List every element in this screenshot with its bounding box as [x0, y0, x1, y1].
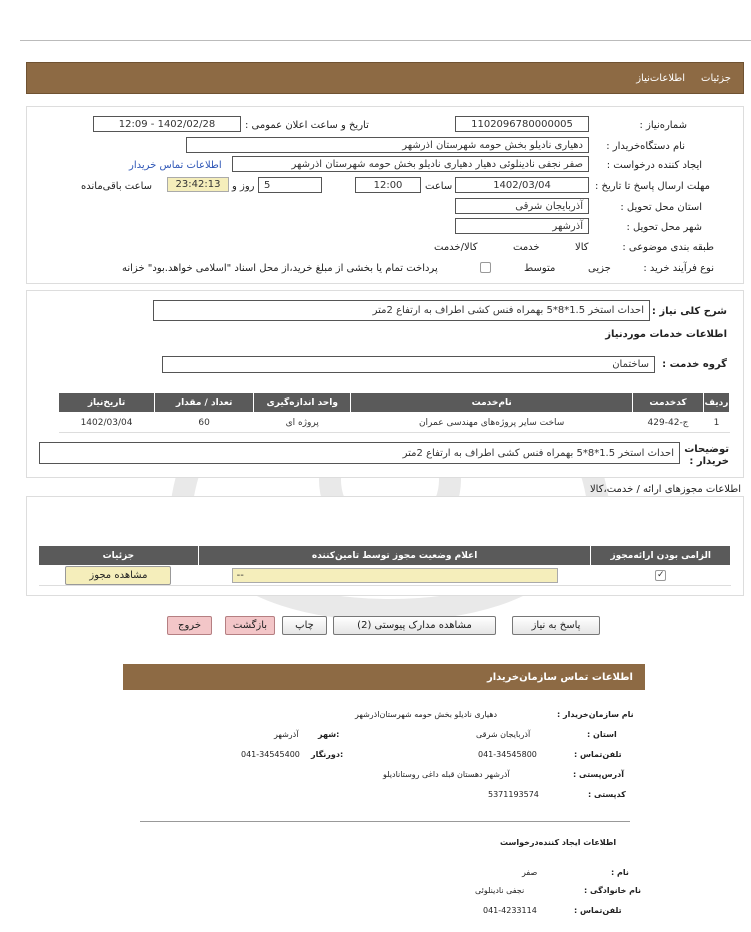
- contact-city: آذرشهر: [274, 730, 299, 739]
- province-label: استان محل تحویل :: [620, 202, 702, 213]
- deadline-label: مهلت ارسال پاسخ تا تاریخ :: [594, 181, 710, 192]
- need-info-panel: [26, 106, 744, 284]
- remaining-time: 23:42:13: [167, 177, 229, 192]
- view-permit-button[interactable]: مشاهده مجوز: [65, 566, 171, 585]
- announce-field: 1402/02/28 - 12:09: [93, 116, 241, 132]
- summary-label: شرح کلی نیاز :: [651, 306, 727, 317]
- exit-button[interactable]: خروج: [167, 616, 212, 635]
- contact-province-label: استان :: [587, 730, 617, 739]
- col-name: نام‌خدمت: [351, 393, 633, 413]
- city-field: آذرشهر: [455, 218, 589, 234]
- need-number-field: 1102096780000005: [455, 116, 589, 132]
- row-name: ساخت سایر پروژه‌های مهندسی عمران: [351, 413, 633, 433]
- creator-phone-label: تلفن‌تماس :: [574, 906, 622, 915]
- contact-org-label: نام سازمان‌خریدار :: [557, 710, 634, 719]
- contact-postal: 5371193574: [488, 790, 539, 799]
- contact-address-label: آدرس‌پستی :: [573, 770, 624, 779]
- process-label: نوع فرآیند خرید :: [643, 263, 714, 274]
- contact-city-label: :شهر: [318, 730, 340, 739]
- top-divider: [20, 40, 751, 41]
- row-code: ج-42-429: [633, 413, 704, 433]
- summary-field: احداث استخر 1.5*8*5 بهمراه فنس کشی اطراف به ارتفاع 2متر: [153, 300, 650, 321]
- col-date: تاریخ‌نیاز: [59, 393, 155, 413]
- contact-fax-label: :دورنگار: [311, 750, 344, 759]
- contact-postal-label: کدپستی :: [588, 790, 626, 799]
- services-table: [58, 392, 730, 433]
- cat-service-label: خدمت: [513, 242, 540, 253]
- days-label: روز و: [232, 181, 255, 192]
- reply-button[interactable]: پاسخ به نیاز: [512, 616, 600, 635]
- permit-status-field: --: [232, 568, 558, 583]
- table-row: [59, 413, 730, 433]
- row-number: 1: [704, 413, 730, 433]
- proc-partial-label: جزیی: [588, 263, 611, 274]
- contact-phone: 041-34545800: [478, 750, 537, 759]
- buyer-desc-field: احداث استخر 1.5*8*5 بهمراه فنس کشی اطراف به ارتفاع 2متر: [39, 442, 680, 464]
- payment-checkbox[interactable]: [480, 262, 491, 273]
- group-field: ساختمان: [162, 356, 655, 373]
- contact-org: دهیاری نادیلو بخش حومه شهرستان‌اذرشهر: [355, 710, 498, 719]
- row-qty: 60: [155, 413, 254, 433]
- deadline-time-field: 12:00: [355, 177, 421, 193]
- attachments-button[interactable]: مشاهده مدارک پیوستی (2): [333, 616, 496, 635]
- province-field: آذربایجان شرقی: [455, 198, 589, 214]
- back-button[interactable]: بازگشت: [225, 616, 275, 635]
- row-unit: پروژه ای: [254, 413, 351, 433]
- col-code: کدخدمت: [633, 393, 704, 413]
- col-row: ردیف: [704, 393, 730, 413]
- col-required: الزامی بودن ارائه‌مجوز: [591, 546, 731, 566]
- contact-header: اطلاعات تماس سازمان‌خریدار: [123, 664, 645, 690]
- creator-label: ایجاد کننده درخواست :: [606, 160, 702, 171]
- col-qty: تعداد / مقدار: [155, 393, 254, 413]
- contact-address: آذرشهر دهستان قبله داغی روستانادیلو: [383, 770, 510, 779]
- creator-field: صفر نجفی نادینلوئی دهیار دهیاری نادیلو بخش حومه شهرستان اذرشهر: [232, 156, 589, 172]
- deadline-date-field: 1402/03/04: [455, 177, 589, 193]
- col-unit: واحد اندازه‌گیری: [254, 393, 351, 413]
- tab-details[interactable]: جزئیات: [701, 72, 731, 84]
- announce-label: تاریخ و ساعت اعلان عمومی :: [245, 120, 369, 131]
- table-row: [39, 566, 731, 586]
- col-details: جزئیات: [39, 546, 199, 566]
- creator-first-label: نام :: [611, 868, 629, 877]
- city-label: شهر محل تحویل :: [626, 222, 702, 233]
- buyer-desc-label: توضیحات خریدار :: [684, 444, 729, 467]
- proc-medium-label: متوسط: [524, 263, 556, 274]
- days-field: 5: [258, 177, 322, 193]
- buyer-org-label: نام دستگاه‌خریدار :: [606, 141, 685, 152]
- buyer-contact-link[interactable]: اطلاعات تماس خریدار: [129, 160, 222, 171]
- creator-info-title: اطلاعات ایجاد کننده‌درخواست: [500, 838, 617, 847]
- permits-table: [38, 545, 731, 586]
- cat-both-label: کالا/خدمت: [434, 242, 478, 253]
- contact-divider: [140, 821, 630, 822]
- buyer-org-field: دهیاری نادیلو بخش حومه شهرستان اذرشهر: [186, 137, 589, 153]
- creator-phone: 041-4233114: [483, 906, 537, 915]
- row-date: 1402/03/04: [59, 413, 155, 433]
- creator-last-label: نام خانوادگی :: [584, 886, 642, 895]
- permits-table-header: [39, 546, 731, 566]
- contact-province: آذربایجان شرقی: [476, 730, 531, 739]
- payment-note: پرداخت تمام یا بخشی از مبلغ خرید،از محل اسناد "اسلامی خواهد.بود" خزانه: [122, 263, 438, 274]
- cat-goods-label: کالا: [575, 242, 589, 253]
- need-number-label: شماره‌نیاز :: [639, 120, 687, 131]
- remaining-label: ساعت باقی‌مانده: [81, 181, 153, 192]
- group-label: گروه خدمت :: [662, 359, 727, 370]
- col-status: اعلام وضعیت مجوز توسط تامین‌کننده: [198, 546, 591, 566]
- tab-need-info[interactable]: اطلاعات‌نیاز: [636, 72, 686, 84]
- print-button[interactable]: چاپ: [282, 616, 327, 635]
- contact-fax: 041-34545400: [241, 750, 300, 759]
- required-checkbox: ✓: [656, 570, 665, 580]
- creator-first: صفر: [522, 868, 538, 877]
- creator-last: نجفی نادینلوئی: [475, 886, 525, 895]
- time-label: ساعت: [425, 181, 453, 192]
- contact-phone-label: تلفن‌تماس :: [574, 750, 622, 759]
- category-label: طبقه بندی موضوعی :: [622, 242, 714, 253]
- permits-title: اطلاعات مجوزهای ارائه / خدمت،کالا: [589, 484, 741, 495]
- services-table-header: [59, 393, 730, 413]
- page-header: [26, 62, 744, 94]
- services-title: اطلاعات خدمات موردنیاز: [605, 329, 727, 340]
